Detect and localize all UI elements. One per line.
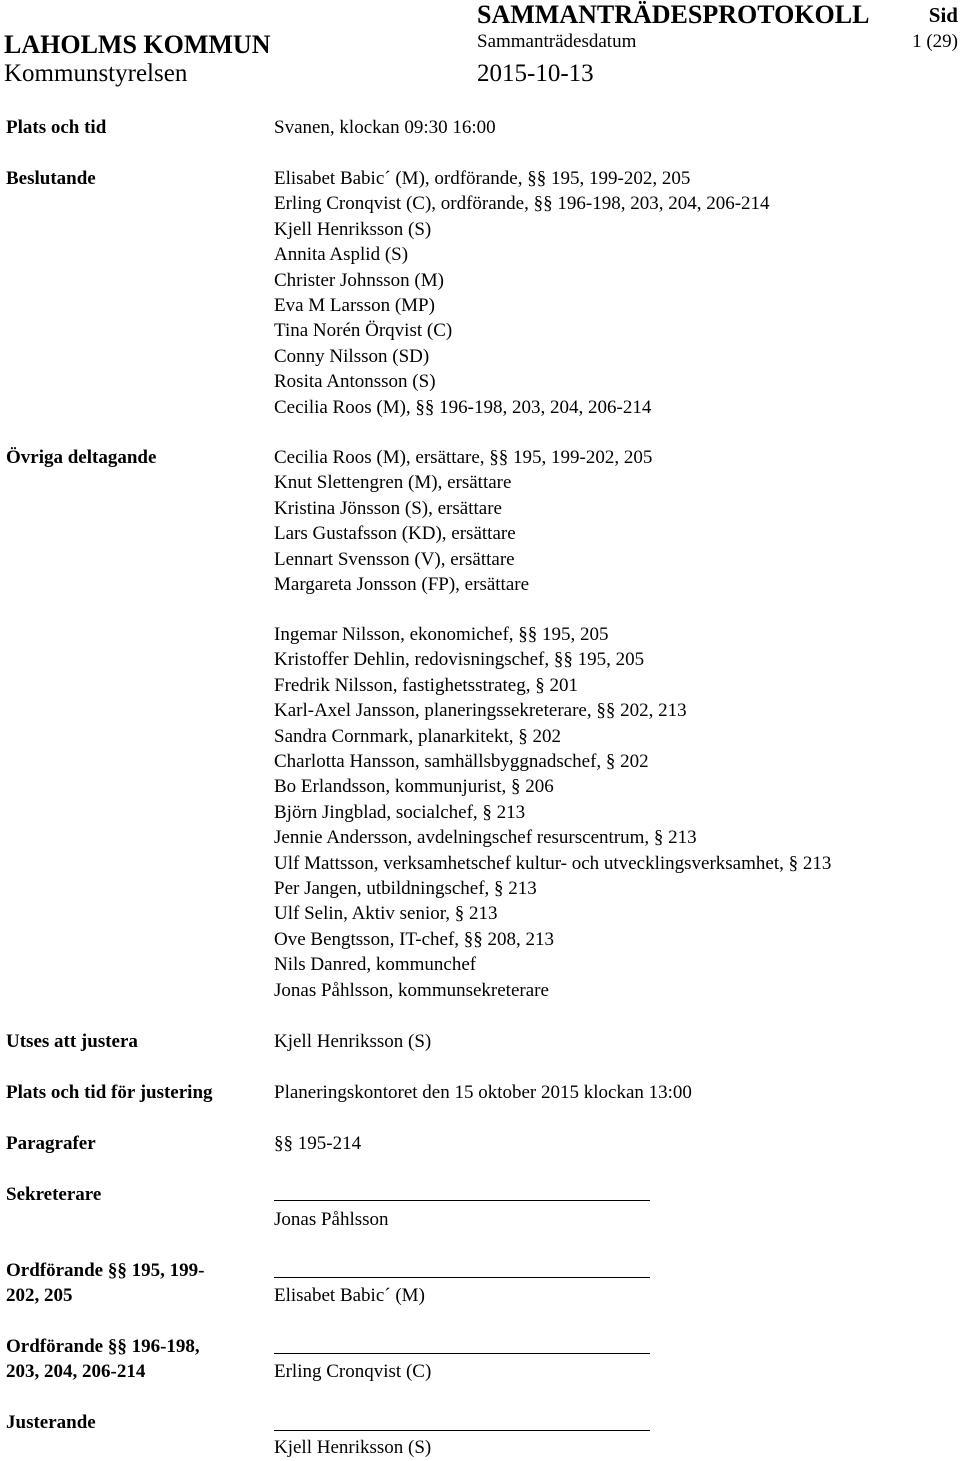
list-item: Per Jangen, utbildningschef, § 213: [274, 878, 537, 900]
list-item: Sandra Cornmark, planarkitekt, § 202: [274, 725, 562, 747]
list-item: Elisabet Babic´ (M), ordförande, §§ 195, 199-202, 205: [274, 168, 691, 189]
others-substitutes-list: [274, 445, 652, 597]
list-item: Annita Asplid (S): [274, 244, 409, 266]
list-item: Tina Norén Örqvist (C): [274, 320, 453, 342]
paragraphs-value: §§ 195-214: [274, 1133, 362, 1154]
secretary-signature-line: [274, 1200, 650, 1201]
decision-members-list: [274, 166, 770, 420]
list-item: Lars Gustafsson (KD), ersättare: [274, 523, 516, 545]
chair2-label-line2: 203, 204, 206-214: [6, 1361, 146, 1382]
list-item: Ulf Mattsson, verksamhetschef kultur- och utvecklingsverksamhet, § 213: [274, 852, 832, 874]
adjuster-value: Kjell Henriksson (S): [274, 1031, 432, 1052]
chair1-name: Elisabet Babic´ (M): [274, 1285, 425, 1306]
page-label: Sid: [928, 3, 958, 27]
decision-label: Beslutande: [6, 168, 96, 189]
list-item: Jonas Påhlsson, kommunsekreterare: [274, 979, 549, 1001]
list-item: Ulf Selin, Aktiv senior, § 213: [274, 903, 498, 925]
list-item: Kristina Jönsson (S), ersättare: [274, 497, 502, 519]
adjust-place-value: Planeringskontoret den 15 oktober 2015 klockan 13:00: [274, 1082, 692, 1103]
list-item: Jennie Andersson, avdelningschef resurscentrum, § 213: [274, 827, 697, 849]
list-item: Björn Jingblad, socialchef, § 213: [274, 801, 526, 823]
list-item: Fredrik Nilsson, fastighetsstrateg, § 201: [274, 674, 578, 696]
list-item: Kristoffer Dehlin, redovisningschef, §§ 195, 205: [274, 649, 645, 671]
chair2-name: Erling Cronqvist (C): [274, 1361, 432, 1382]
adjust-place-label: Plats och tid för justering: [6, 1082, 213, 1103]
chair2-signature-line: [274, 1353, 650, 1354]
date-label: Sammanträdesdatum: [477, 31, 637, 52]
page-number: 1 (29): [912, 31, 958, 52]
chair1-label-line2: 202, 205: [6, 1285, 73, 1306]
others-label: Övriga deltagande: [6, 447, 157, 468]
list-item: Lennart Svensson (V), ersättare: [274, 548, 515, 570]
paragraphs-label: Paragrafer: [6, 1133, 96, 1154]
list-item: Conny Nilsson (SD): [274, 345, 430, 367]
adjuster-signature-line: [274, 1430, 650, 1431]
list-item: Knut Slettengren (M), ersättare: [274, 472, 512, 494]
adjuster-label: Utses att justera: [6, 1031, 138, 1052]
list-item: Cecilia Roos (M), §§ 196-198, 203, 204, 206-214: [274, 396, 652, 418]
list-item: Nils Danred, kommunchef: [274, 954, 477, 976]
adjuster-name: Kjell Henriksson (S): [274, 1437, 432, 1458]
list-item: Bo Erlandsson, kommunjurist, § 206: [274, 776, 554, 798]
list-item: Ove Bengtsson, IT-chef, §§ 208, 213: [274, 928, 555, 950]
org-name: LAHOLMS KOMMUN: [4, 30, 271, 59]
document-title: SAMMANTRÄDESPROTOKOLL: [477, 0, 870, 29]
chair1-label-line1: Ordförande §§ 195, 199-: [6, 1260, 205, 1281]
list-item: Eva M Larsson (MP): [274, 295, 435, 317]
list-item: Christer Johnsson (M): [274, 269, 444, 291]
adjuster-signature-label: Justerande: [6, 1412, 96, 1433]
secretary-name: Jonas Påhlsson: [274, 1209, 389, 1230]
secretary-label: Sekreterare: [6, 1184, 102, 1205]
list-item: Ingemar Nilsson, ekonomichef, §§ 195, 205: [274, 624, 609, 645]
others-officials-list: [274, 622, 831, 1003]
chair1-signature-line: [274, 1277, 650, 1278]
list-item: Margareta Jonsson (FP), ersättare: [274, 574, 530, 596]
list-item: Charlotta Hansson, samhällsbyggnadschef, § 202: [274, 751, 649, 773]
department-name: Kommunstyrelsen: [4, 60, 188, 87]
place-value: Svanen, klockan 09:30 16:00: [274, 117, 496, 138]
list-item: Rosita Antonsson (S): [274, 371, 436, 393]
chair2-label-line1: Ordförande §§ 196-198,: [6, 1336, 200, 1357]
list-item: Kjell Henriksson (S): [274, 218, 432, 240]
list-item: Karl-Axel Jansson, planeringssekreterare, §§ 202, 213: [274, 700, 687, 722]
list-item: Erling Cronqvist (C), ordförande, §§ 196-198, 203, 204, 206-214: [274, 193, 770, 215]
list-item: Cecilia Roos (M), ersättare, §§ 195, 199-202, 205: [274, 447, 653, 468]
meeting-date: 2015-10-13: [477, 60, 594, 87]
place-label: Plats och tid: [6, 117, 107, 138]
